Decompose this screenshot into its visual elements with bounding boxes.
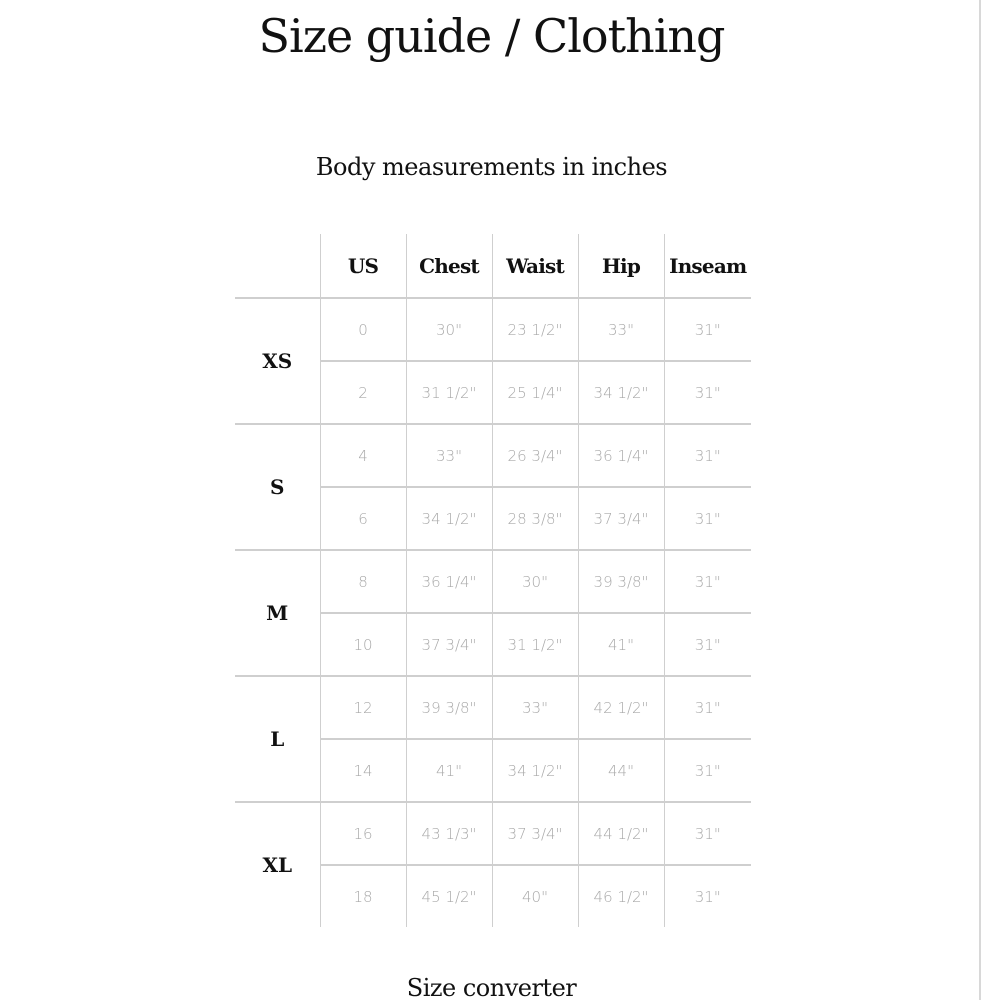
table-row (235, 298, 751, 361)
table-row (235, 424, 751, 487)
cell-inseam: 31" (664, 865, 751, 927)
cell-waist: 30" (492, 550, 578, 613)
cell-inseam: 31" (664, 298, 751, 361)
cell-chest: 31 1/2" (406, 361, 492, 424)
table-subtitle: Body measurements in inches (315, 153, 668, 181)
cell-inseam: 31" (664, 550, 751, 613)
size-guide-table (235, 234, 751, 927)
page-title: Size guide / Clothing (258, 9, 725, 63)
cell-inseam: 31" (664, 424, 751, 487)
cell-us: 8 (320, 550, 406, 613)
cell-inseam: 31" (664, 676, 751, 739)
table-row (235, 550, 751, 613)
cell-us: 14 (320, 739, 406, 802)
column-header-hip: Hip (578, 234, 664, 298)
cell-waist: 31 1/2" (492, 613, 578, 676)
column-header-chest: Chest (406, 234, 492, 298)
cell-chest: 34 1/2" (406, 487, 492, 550)
column-header-us: US (320, 234, 406, 298)
column-header-waist: Waist (492, 234, 578, 298)
cell-waist: 26 3/4" (492, 424, 578, 487)
cell-us: 16 (320, 802, 406, 865)
cell-waist: 28 3/8" (492, 487, 578, 550)
size-label-xs: XS (235, 298, 320, 424)
cell-us: 4 (320, 424, 406, 487)
cell-us: 6 (320, 487, 406, 550)
cell-inseam: 31" (664, 361, 751, 424)
cell-hip: 44" (578, 739, 664, 802)
cell-inseam: 31" (664, 613, 751, 676)
cell-inseam: 31" (664, 802, 751, 865)
cell-us: 18 (320, 865, 406, 927)
size-label-xl: XL (262, 853, 293, 877)
cell-chest: 41" (406, 739, 492, 802)
cell-hip: 34 1/2" (578, 361, 664, 424)
table-header-row (235, 234, 751, 298)
cell-chest: 30" (406, 298, 492, 361)
cell-chest: 33" (406, 424, 492, 487)
cell-us: 0 (320, 298, 406, 361)
cell-waist: 40" (492, 865, 578, 927)
table-row (235, 676, 751, 739)
cell-us: 2 (320, 361, 406, 424)
table-row (235, 802, 751, 865)
cell-waist: 34 1/2" (492, 739, 578, 802)
cell-inseam: 31" (664, 487, 751, 550)
header-corner (235, 234, 320, 298)
cell-hip: 42 1/2" (578, 676, 664, 739)
cell-chest: 36 1/4" (406, 550, 492, 613)
table-body (235, 298, 751, 927)
cell-hip: 33" (578, 298, 664, 361)
cell-waist: 23 1/2" (492, 298, 578, 361)
column-header-inseam: Inseam (664, 234, 751, 298)
cell-waist: 33" (492, 676, 578, 739)
size-label-l: L (235, 676, 320, 802)
cell-chest: 43 1/3" (406, 802, 492, 865)
cell-waist: 25 1/4" (492, 361, 578, 424)
cell-hip: 41" (578, 613, 664, 676)
size-label-m: M (235, 550, 320, 676)
cell-chest: 37 3/4" (406, 613, 492, 676)
cell-chest: 45 1/2" (406, 865, 492, 927)
cell-us: 10 (320, 613, 406, 676)
cell-hip: 46 1/2" (578, 865, 664, 927)
cell-hip: 36 1/4" (578, 424, 664, 487)
cell-us: 12 (320, 676, 406, 739)
cell-inseam: 31" (664, 739, 751, 802)
cell-hip: 37 3/4" (578, 487, 664, 550)
size-converter-heading: Size converter (406, 974, 577, 1002)
size-label-s: S (235, 424, 320, 550)
cell-hip: 44 1/2" (578, 802, 664, 865)
cell-waist: 37 3/4" (492, 802, 578, 865)
cell-hip: 39 3/8" (578, 550, 664, 613)
cell-chest: 39 3/8" (406, 676, 492, 739)
